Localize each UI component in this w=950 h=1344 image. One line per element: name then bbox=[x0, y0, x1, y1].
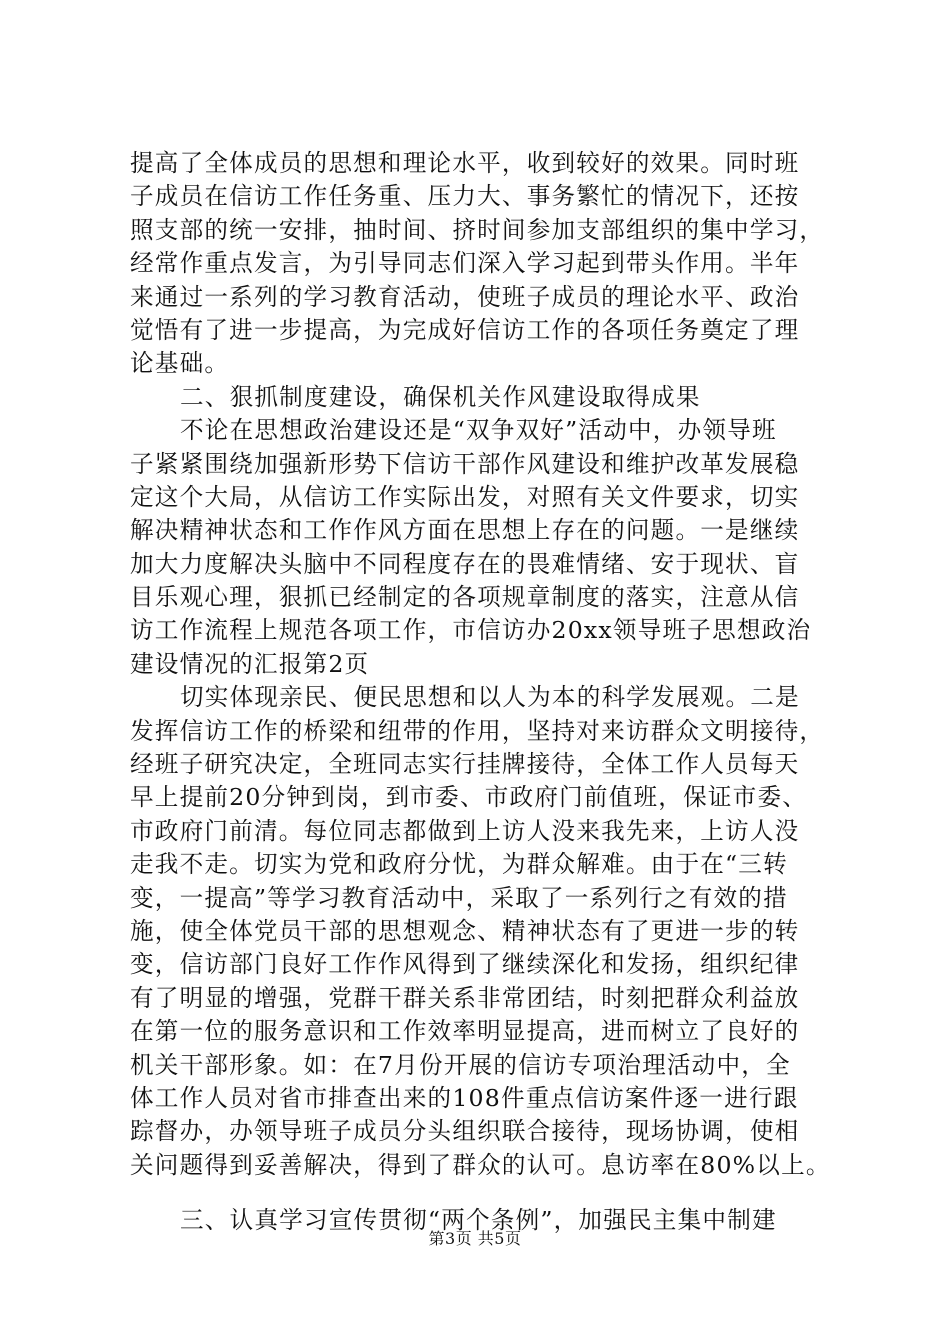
text-line: 论基础。 bbox=[130, 349, 230, 378]
text-line: 提高了全体成员的思想和理论水平，收到较好的效果。同时班 bbox=[130, 149, 800, 177]
text-line: 关问题得到妥善解决，得到了群众的认可。息访率在80%以上。 bbox=[130, 1150, 831, 1179]
text-line: 发挥信访工作的桥梁和纽带的作用，坚持对来访群众文明接待， bbox=[130, 716, 825, 745]
text-line: 施，使全体党员干部的思想观念、精神状态有了更进一步的转 bbox=[130, 916, 800, 945]
text-line: 访工作流程上规范各项工作，市信访办20xx领导班子思想政治 bbox=[130, 616, 812, 645]
text-line: 有了明显的增强，党群干群关系非常团结，时刻把群众利益放 bbox=[130, 983, 800, 1012]
paragraph-gap bbox=[130, 1182, 842, 1204]
section-heading: 二、狠抓制度建设，确保机关作风建设取得成果 bbox=[180, 382, 701, 411]
text-line: 变，一提高”等学习教育活动中，采取了一系列行之有效的措 bbox=[130, 883, 788, 912]
text-line: 体工作人员对省市排查出来的108件重点信访案件逐一进行跟 bbox=[130, 1083, 799, 1112]
page-footer: 第3页 共5页 bbox=[428, 1229, 522, 1248]
text-line: 早上提前20分钟到岗，到市委、市政府门前值班，保证市委、 bbox=[130, 783, 808, 812]
text-line: 机关干部形象。如：在7月份开展的信访专项治理活动中，全 bbox=[130, 1050, 791, 1079]
text-line: 觉悟有了进一步提高，为完成好信访工作的各项任务奠定了理 bbox=[130, 315, 800, 344]
text-line: 子紧紧围绕加强新形势下信访干部作风建设和维护改革发展稳 bbox=[130, 449, 800, 478]
text-line: 在第一位的服务意识和工作效率明显提高，进而树立了良好的 bbox=[130, 1017, 800, 1046]
text-line: 变，信访部门良好工作作风得到了继续深化和发扬，组织纪律 bbox=[130, 950, 800, 979]
text-line: 经常作重点发言，为引导同志们深入学习起到带头作用。半年 bbox=[130, 249, 800, 278]
text-line: 来通过一系列的学习教育活动，使班子成员的理论水平、政治 bbox=[130, 282, 800, 311]
document-body bbox=[130, 147, 842, 1238]
section-heading: 三、认真学习宣传贯彻“两个条例”，加强民主集中制建 bbox=[180, 1206, 777, 1235]
paragraph-start: 切实体现亲民、便民思想和以人为本的科学发展观。二是 bbox=[180, 683, 800, 712]
paragraph-start: 不论在思想政治建设还是“双争双好”活动中，办领导班 bbox=[180, 416, 777, 445]
text-line: 建设情况的汇报第2页 bbox=[130, 649, 370, 678]
text-line: 走我不走。切实为党和政府分忧，为群众解难。由于在“三转 bbox=[130, 850, 788, 879]
text-line: 加大力度解决头脑中不同程度存在的畏难情绪、安于现状、盲 bbox=[130, 549, 800, 578]
text-line: 经班子研究决定，全班同志实行挂牌接待，全体工作人员每天 bbox=[130, 750, 800, 779]
text-line: 踪督办，办领导班子成员分头组织联合接待，现场协调，使相 bbox=[130, 1117, 800, 1146]
text-line: 照支部的统一安排，抽时间、挤时间参加支部组织的集中学习， bbox=[130, 215, 825, 244]
text-line: 市政府门前清。每位同志都做到上访人没来我先来，上访人没 bbox=[130, 816, 800, 845]
text-line: 目乐观心理，狠抓已经制定的各项规章制度的落实，注意从信 bbox=[130, 583, 800, 612]
text-line: 解决精神状态和工作作风方面在思想上存在的问题。一是继续 bbox=[130, 516, 800, 545]
text-line: 子成员在信访工作任务重、压力大、事务繁忙的情况下，还按 bbox=[130, 182, 800, 211]
text-line: 定这个大局，从信访工作实际出发，对照有关文件要求，切实 bbox=[130, 482, 800, 511]
